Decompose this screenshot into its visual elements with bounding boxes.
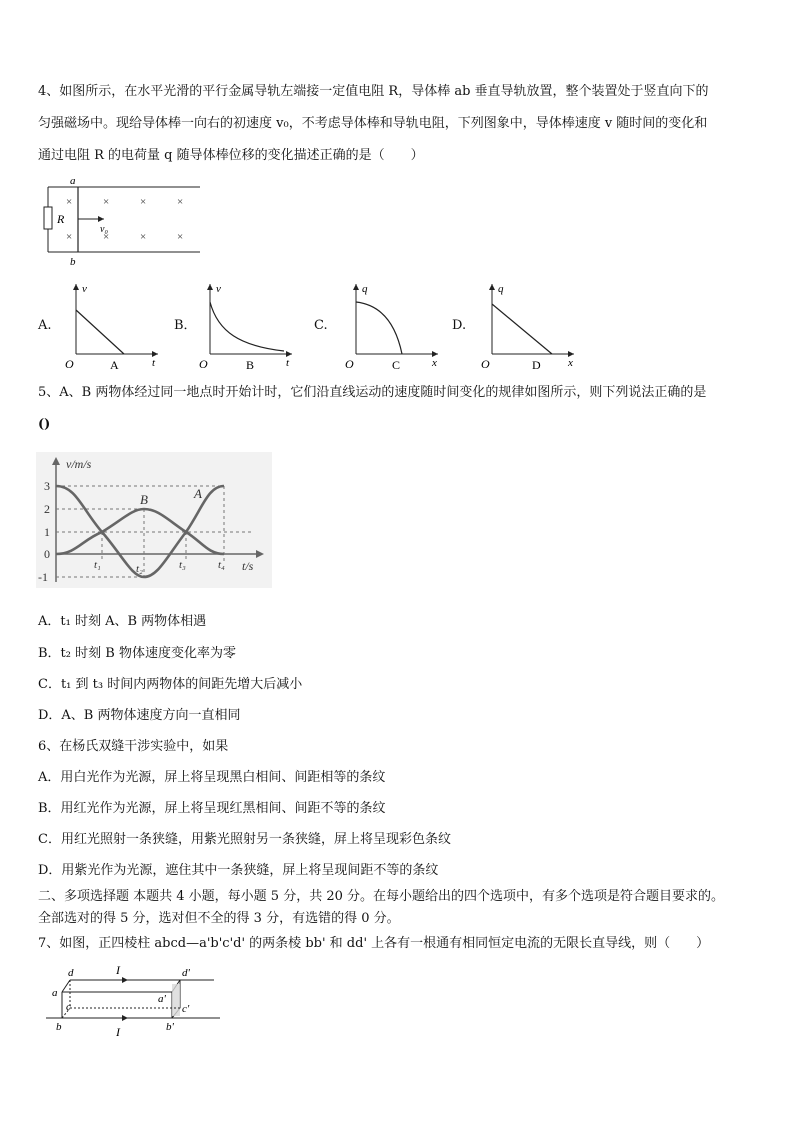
q7-stem: 7、如图，正四棱柱 abcd—a'b'c'd' 的两条棱 bb' 和 dd' 上各有一根通有相同恒定电流的无限长直导线，则（ ）: [38, 936, 710, 951]
q4-line-2: 匀强磁场中。现给导体棒一向右的初速度 v₀，不考虑导体棒和导轨电阻，下列图象中，导体棒速度 v 随时间的变化和: [38, 116, 708, 131]
svg-text:0: 0: [44, 547, 50, 561]
resistor-symbol: [44, 207, 52, 229]
svg-text:t: t: [286, 357, 290, 369]
svg-text:O: O: [481, 357, 490, 371]
option-letter: B．: [174, 318, 197, 333]
svg-text:D: D: [532, 358, 541, 372]
q6-option-a[interactable]: A．用白光作为光源，屏上将呈现黑白相间、间距相等的条纹: [38, 770, 386, 785]
svg-text:×: ×: [66, 196, 73, 208]
q7-prism-figure: [44, 960, 224, 1042]
q5-option-a[interactable]: A．t₁ 时刻 A、B 两物体相遇: [38, 614, 207, 629]
section2-line-2: 全部选对的得 5 分，选对但不全的得 3 分，有选错的得 0 分。: [38, 911, 400, 926]
q4-line-1: 4、如图所示，在水平光滑的平行金属导轨左端接一定值电阻 R，导体棒 ab 垂直导轨放置，整个装置处于竖直向下的: [38, 84, 709, 99]
svg-text:×: ×: [177, 231, 184, 243]
svg-text:a: a: [52, 987, 58, 999]
label-a: A: [194, 486, 202, 501]
svg-text:2: 2: [44, 502, 50, 516]
svg-text:1: 1: [44, 525, 50, 539]
svg-text:t₄: t₄: [218, 559, 225, 571]
svg-text:×: ×: [177, 196, 184, 208]
svg-text:d: d: [68, 967, 74, 979]
svg-text:t: t: [152, 357, 156, 369]
rod-end-a: a: [70, 175, 76, 187]
q6-option-b[interactable]: B．用红光作为光源，屏上将呈现红黑相间、间距不等的条纹: [38, 801, 386, 816]
rod-end-b: b: [70, 256, 76, 268]
svg-text:A: A: [110, 358, 119, 372]
svg-text:q: q: [362, 283, 368, 295]
svg-text:c': c': [182, 1003, 190, 1015]
svg-text:b': b': [166, 1021, 174, 1033]
q4-graph-a: [62, 280, 162, 372]
svg-text:a': a': [158, 993, 166, 1005]
svg-text:3: 3: [44, 479, 50, 493]
svg-text:×: ×: [103, 231, 110, 243]
svg-text:x: x: [568, 357, 573, 369]
q5-option-d[interactable]: D．A、B 两物体速度方向一直相同: [38, 708, 241, 723]
svg-text:t₂: t₂: [136, 563, 143, 575]
q4-rail-figure: [40, 174, 210, 269]
svg-text:v: v: [82, 283, 87, 295]
svg-text:I: I: [116, 963, 120, 977]
svg-text:B: B: [246, 358, 255, 372]
q4-graph-b: [196, 280, 296, 372]
svg-text:O: O: [345, 357, 354, 371]
q6-option-d[interactable]: D．用紫光作为光源，遮住其中一条狭缝，屏上将呈现间距不等的条纹: [38, 863, 439, 878]
svg-text:×: ×: [140, 196, 147, 208]
svg-text:×: ×: [140, 231, 147, 243]
q6-option-c[interactable]: C．用红光照射一条狭缝，用紫光照射另一条狭缝，屏上将呈现彩色条纹: [38, 832, 451, 847]
current-arrow-top: [122, 977, 128, 983]
y-axis-label: v/m/s: [66, 457, 92, 471]
q4-graph-d: [478, 280, 578, 372]
option-letter: D.: [452, 318, 467, 333]
section2-line-1: 二、多项选择题 本题共 4 小题，每小题 5 分，共 20 分。在每小题给出的四个选项中，有多个选项是符合题目要求的。: [38, 889, 725, 904]
q4-line-3: 通过电阻 R 的电荷量 q 随导体棒位移的变化描述正确的是（ ）: [38, 148, 424, 163]
svg-text:b: b: [56, 1021, 62, 1033]
svg-text:C: C: [392, 358, 401, 372]
svg-text:v: v: [216, 283, 221, 295]
q6-stem: 6、在杨氏双缝干涉实验中，如果: [38, 739, 229, 754]
x-axis-label: t/s: [242, 559, 254, 573]
label-b: B: [140, 492, 148, 507]
svg-text:×: ×: [103, 196, 110, 208]
svg-text:t₃: t₃: [179, 559, 186, 571]
svg-text:O: O: [65, 357, 74, 371]
q5-line-1: 5、A、B 两物体经过同一地点时开始计时，它们沿直线运动的速度随时间变化的规律如图所示，则下列说法正确的是: [38, 385, 707, 400]
svg-text:-1: -1: [38, 570, 48, 584]
q5-option-c[interactable]: C．t₁ 到 t₃ 时间内两物体的间距先增大后减小: [38, 677, 303, 692]
svg-text:×: ×: [66, 231, 73, 243]
svg-text:I: I: [116, 1025, 120, 1039]
resistor-label: R: [57, 212, 65, 226]
current-arrow-bottom: [122, 1015, 128, 1021]
q5-velocity-graph: [36, 452, 272, 588]
q5-line-2: (): [38, 417, 51, 432]
svg-text:O: O: [199, 357, 208, 371]
svg-text:c: c: [66, 1001, 71, 1013]
svg-text:x: x: [432, 357, 437, 369]
q4-graph-c: [342, 280, 442, 372]
svg-text:t₁: t₁: [94, 559, 101, 571]
velocity-label: v₀: [100, 224, 108, 235]
option-letter: C.: [314, 318, 328, 333]
q5-option-b[interactable]: B．t₂ 时刻 B 物体速度变化率为零: [38, 646, 236, 661]
svg-text:q: q: [498, 283, 504, 295]
option-letter: A.: [38, 318, 52, 333]
svg-text:d': d': [182, 967, 190, 979]
